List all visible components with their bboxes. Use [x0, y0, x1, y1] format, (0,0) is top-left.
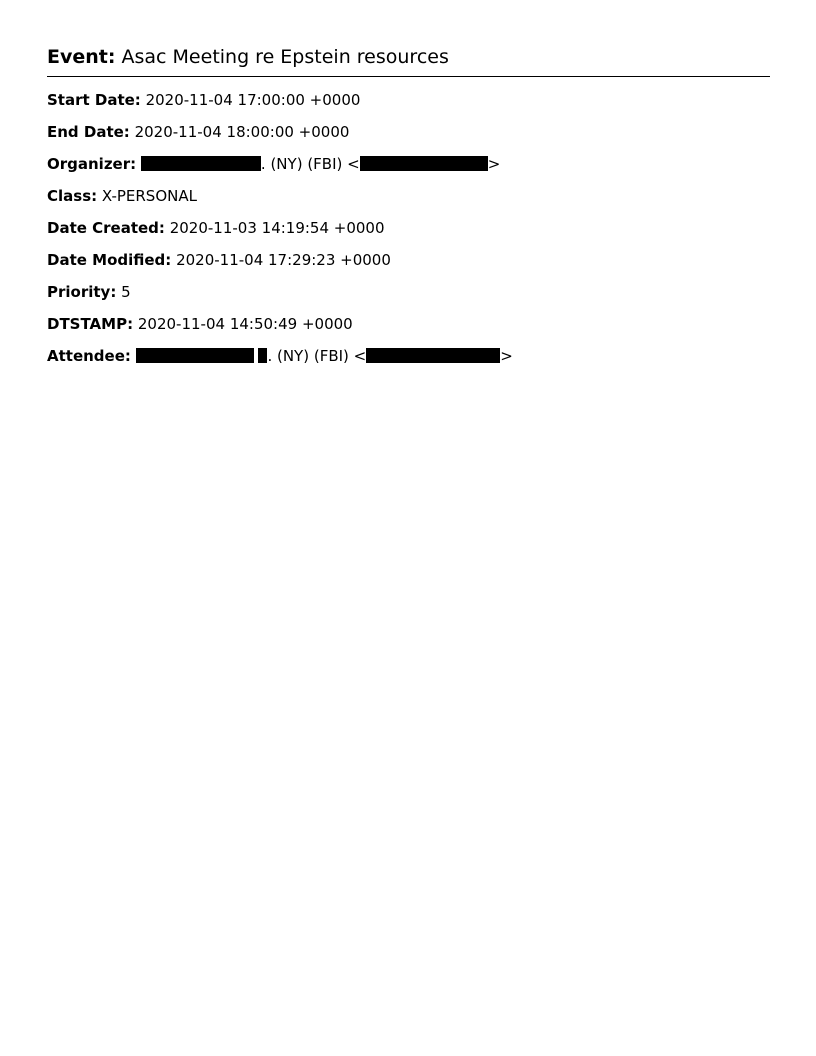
redaction-bar-icon	[366, 348, 500, 363]
field-end-date-label: End Date:	[47, 123, 130, 141]
field-organizer-email-close: >	[487, 155, 501, 173]
field-priority-label: Priority:	[47, 283, 117, 301]
field-organizer-affiliation: . (NY) (FBI) <	[260, 155, 360, 173]
field-attendee-affiliation: . (NY) (FBI) <	[267, 347, 367, 365]
field-attendee-email-close: >	[500, 347, 513, 365]
field-attendee-label: Attendee:	[47, 347, 131, 365]
field-end-date-value: 2020-11-04 18:00:00 +0000	[134, 123, 350, 141]
field-date-created-label: Date Created:	[47, 219, 165, 237]
field-start-date	[47, 90, 770, 110]
redaction-bar-icon	[141, 156, 261, 171]
field-class	[47, 186, 770, 206]
event-title: Asac Meeting re Epstein resources	[121, 46, 449, 68]
field-dtstamp	[47, 314, 770, 334]
field-class-value: X-PERSONAL	[101, 187, 197, 205]
field-priority-value: 5	[121, 283, 131, 301]
field-start-date-value: 2020-11-04 17:00:00 +0000	[145, 91, 361, 109]
field-end-date	[47, 122, 770, 142]
redaction-bar-icon	[136, 348, 254, 363]
field-date-created-value: 2020-11-03 14:19:54 +0000	[169, 219, 385, 237]
field-class-label: Class:	[47, 187, 98, 205]
field-date-created	[47, 218, 770, 238]
field-date-modified-label: Date Modified:	[47, 251, 172, 269]
field-attendee	[47, 346, 770, 366]
field-start-date-label: Start Date:	[47, 91, 141, 109]
field-priority	[47, 282, 770, 302]
field-organizer	[47, 154, 770, 174]
field-organizer-label: Organizer:	[47, 155, 137, 173]
field-dtstamp-value: 2020-11-04 14:50:49 +0000	[137, 315, 353, 333]
field-dtstamp-label: DTSTAMP:	[47, 315, 134, 333]
event-title-row	[47, 44, 770, 77]
event-label: Event:	[47, 46, 116, 68]
field-date-modified	[47, 250, 770, 270]
redaction-bar-icon	[360, 156, 488, 171]
field-date-modified-value: 2020-11-04 17:29:23 +0000	[176, 251, 391, 269]
